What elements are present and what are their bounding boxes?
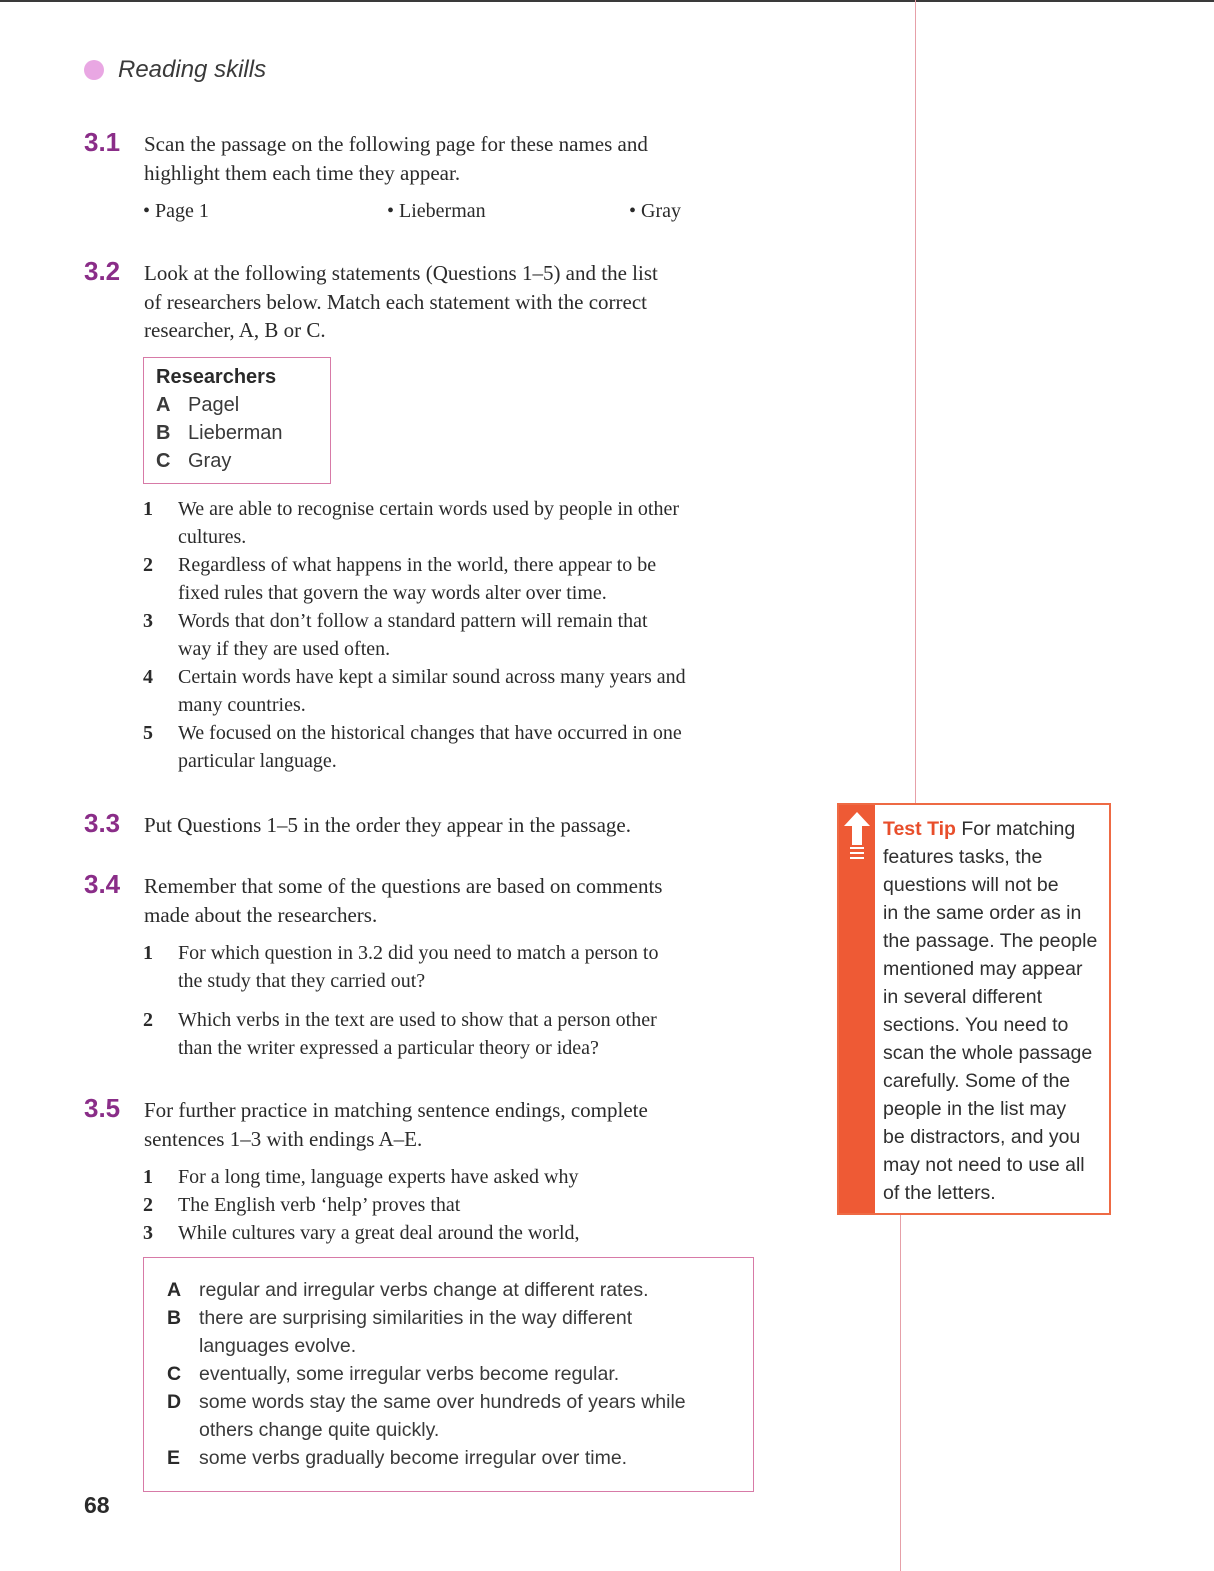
instruction-line: Put Questions 1–5 in the order they appear in the passage.: [144, 813, 631, 837]
exercise-number: 3.1: [84, 127, 121, 157]
instruction-line: highlight them each time they appear.: [144, 160, 461, 185]
lines-icon: [850, 847, 864, 862]
exercise-number: 3.3: [84, 808, 121, 838]
top-border-line: [0, 0, 1214, 2]
instruction-line: Remember that some of the questions are based on comments: [144, 874, 663, 898]
section-header: [84, 56, 266, 84]
section-title: Reading skills: [118, 56, 267, 83]
test-tip-box: [837, 803, 1111, 1215]
name-list: [143, 200, 743, 230]
name-item: • Gray: [629, 200, 681, 222]
name-item: • Lieberman: [387, 200, 486, 222]
up-arrow-icon: [843, 811, 871, 847]
name-item: • Page 1: [143, 200, 209, 222]
exercise-number: 3.4: [84, 869, 121, 899]
tip-text: Test Tip For matching features tasks, the questions will not be in the same order as in the passage. The people mentioned may appear in several different sections. You need to scan the whole passage carefully. Some of the people in the list may be distractors, and you may not need to use all of the letters.: [883, 818, 1098, 1204]
researchers-title: Researchers: [156, 366, 277, 388]
instruction-line: sentences 1–3 with endings A–E.: [144, 1126, 423, 1151]
researcher-item: B Lieberman: [156, 422, 283, 444]
margin-guide-line: [915, 0, 916, 820]
researcher-item: C Gray: [156, 450, 232, 472]
exercise-number: 3.5: [84, 1093, 121, 1123]
researcher-item: A Pagel: [156, 394, 240, 416]
tip-sidebar: [839, 805, 875, 1213]
instruction-line: Look at the following statements (Questions 1–5) and the list: [144, 261, 658, 285]
bullet-dot-icon: [84, 60, 104, 80]
instruction-line: researcher, A, B or C.: [144, 318, 326, 342]
exercise-number: 3.2: [84, 256, 121, 286]
instruction-line: of researchers below. Match each statement with the correct: [144, 289, 647, 314]
researchers-box: [143, 357, 331, 484]
instruction-line: made about the researchers.: [144, 902, 378, 927]
instruction-line: For further practice in matching sentence endings, complete: [144, 1098, 648, 1122]
tip-label: Test Tip: [883, 818, 956, 840]
instruction-line: Scan the passage on the following page for these names and: [144, 132, 648, 156]
endings-box: A regular and irregular verbs change at different rates. B there are surprising similarities in the way different languages evolve. C eventually, some irregular verbs become regular. D some words stay the same over hundreds of years while others change quite quickly. E some verbs gradually become irregular over time.: [143, 1257, 754, 1492]
page-number: 68: [84, 1492, 110, 1518]
